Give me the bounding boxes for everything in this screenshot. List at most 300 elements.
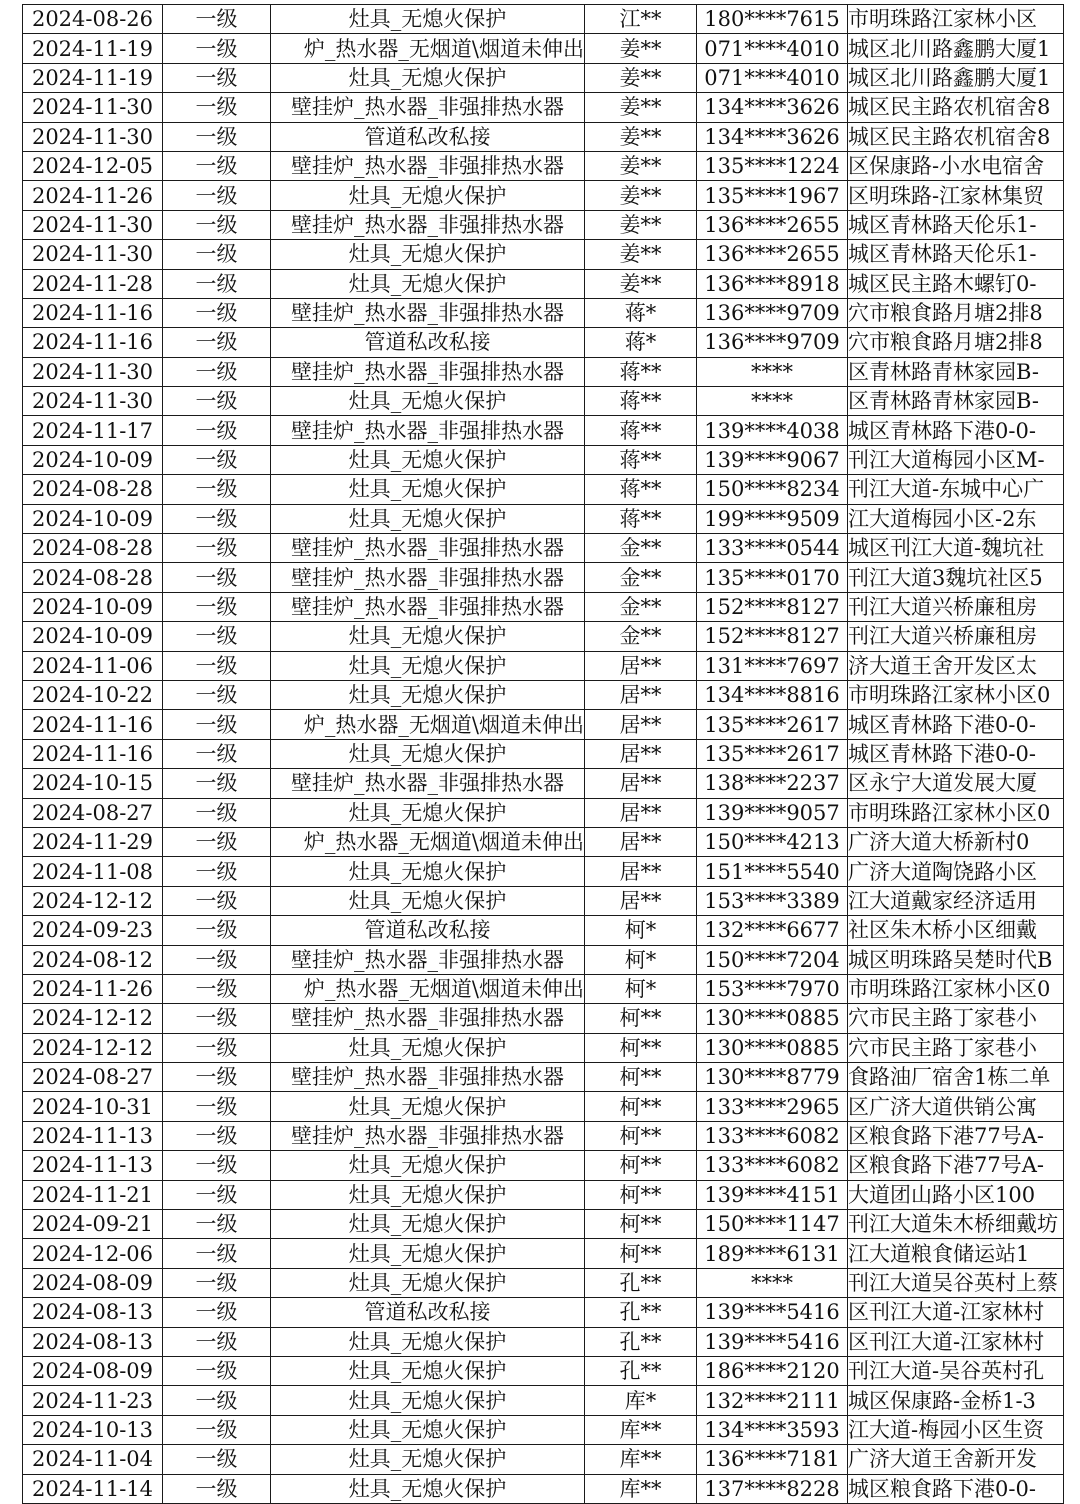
address-cell: 区保康路-小水电宿舍: [848, 151, 1064, 180]
table-row: [23, 1180, 1064, 1209]
hazard-cell: 壁挂炉_热水器_非强排热水器: [271, 357, 585, 386]
phone-cell: 139****5416: [697, 1298, 848, 1327]
level-cell: 一级: [163, 1063, 271, 1092]
level-cell: 一级: [163, 710, 271, 739]
hazard-cell: 壁挂炉_热水器_非强排热水器: [271, 534, 585, 563]
name-cell: 姜**: [585, 93, 697, 122]
hazard-cell: 灶具_无熄火保护: [271, 269, 585, 298]
date-cell: 2024-11-17: [23, 416, 163, 445]
level-cell: 一级: [163, 592, 271, 621]
hazard-cell: 灶具_无熄火保护: [271, 1327, 585, 1356]
table-row: [23, 445, 1064, 474]
address-cell: 刊江大道-吴谷英村孔: [848, 1356, 1064, 1385]
phone-cell: 186****2120: [697, 1356, 848, 1385]
address-cell: 穴市民主路丁家巷小: [848, 1004, 1064, 1033]
address-cell: 穴市粮食路月塘2排8: [848, 298, 1064, 327]
name-cell: 居**: [585, 827, 697, 856]
name-cell: 蒋**: [585, 387, 697, 416]
table-row: [23, 122, 1064, 151]
date-cell: 2024-10-13: [23, 1415, 163, 1444]
address-cell: 城区民主路木螺钉0-: [848, 269, 1064, 298]
address-cell: 市明珠路江家林小区0: [848, 974, 1064, 1003]
address-cell: 城区粮食路下港0-0-: [848, 1474, 1064, 1503]
hazard-cell: 壁挂炉_热水器_非强排热水器: [271, 298, 585, 327]
table-row: [23, 827, 1064, 856]
table-row: [23, 1474, 1064, 1503]
phone-cell: 180****7615: [697, 5, 848, 34]
date-cell: 2024-11-30: [23, 210, 163, 239]
table-row: [23, 1445, 1064, 1474]
level-cell: 一级: [163, 416, 271, 445]
table-row: [23, 328, 1064, 357]
address-cell: 刊江大道3魏坑社区5: [848, 563, 1064, 592]
level-cell: 一级: [163, 622, 271, 651]
phone-cell: 135****2617: [697, 710, 848, 739]
address-cell: 江大道戴家经济适用: [848, 886, 1064, 915]
phone-cell: 134****3593: [697, 1415, 848, 1444]
date-cell: 2024-08-09: [23, 1268, 163, 1297]
table-row: [23, 1151, 1064, 1180]
level-cell: 一级: [163, 1239, 271, 1268]
name-cell: 蒋**: [585, 445, 697, 474]
name-cell: 柯**: [585, 1063, 697, 1092]
hazard-cell: 壁挂炉_热水器_非强排热水器: [271, 1063, 585, 1092]
level-cell: 一级: [163, 916, 271, 945]
date-cell: 2024-09-23: [23, 916, 163, 945]
date-cell: 2024-12-12: [23, 1033, 163, 1062]
date-cell: 2024-11-26: [23, 974, 163, 1003]
table-row: [23, 151, 1064, 180]
phone-cell: 150****1147: [697, 1210, 848, 1239]
hazard-cell: 管道私改私接: [271, 122, 585, 151]
table-row: [23, 739, 1064, 768]
name-cell: 姜**: [585, 240, 697, 269]
date-cell: 2024-08-28: [23, 563, 163, 592]
level-cell: 一级: [163, 475, 271, 504]
address-cell: 刊江大道兴桥廉租房: [848, 592, 1064, 621]
table-row: [23, 1121, 1064, 1150]
level-cell: 一级: [163, 445, 271, 474]
hazard-cell: 灶具_无熄火保护: [271, 445, 585, 474]
name-cell: 居**: [585, 857, 697, 886]
table-row: [23, 1004, 1064, 1033]
phone-cell: 071****4010: [697, 34, 848, 63]
hazard-cell: 灶具_无熄火保护: [271, 1415, 585, 1444]
phone-cell: ****: [697, 357, 848, 386]
address-cell: 区青林路青林家园B-: [848, 387, 1064, 416]
date-cell: 2024-08-13: [23, 1327, 163, 1356]
hazard-cell: 灶具_无熄火保护: [271, 1268, 585, 1297]
phone-cell: 152****8127: [697, 592, 848, 621]
date-cell: 2024-11-28: [23, 269, 163, 298]
name-cell: 柯**: [585, 1151, 697, 1180]
address-cell: 城区民主路农机宿舍8: [848, 93, 1064, 122]
level-cell: 一级: [163, 1415, 271, 1444]
phone-cell: 139****4151: [697, 1180, 848, 1209]
address-cell: 城区保康路-金桥1-3: [848, 1386, 1064, 1415]
phone-cell: 138****2237: [697, 769, 848, 798]
date-cell: 2024-11-13: [23, 1121, 163, 1150]
phone-cell: ****: [697, 1268, 848, 1297]
table-row: [23, 1268, 1064, 1297]
phone-cell: ****: [697, 387, 848, 416]
table-row: [23, 622, 1064, 651]
address-cell: 刊江大道梅园小区M-: [848, 445, 1064, 474]
name-cell: 孔**: [585, 1268, 697, 1297]
phone-cell: 136****7181: [697, 1445, 848, 1474]
name-cell: 蒋*: [585, 298, 697, 327]
table-row: [23, 680, 1064, 709]
level-cell: 一级: [163, 328, 271, 357]
table-row: [23, 240, 1064, 269]
phone-cell: 136****9709: [697, 298, 848, 327]
date-cell: 2024-08-12: [23, 945, 163, 974]
phone-cell: 132****6677: [697, 916, 848, 945]
phone-cell: 133****2965: [697, 1092, 848, 1121]
phone-cell: 136****8918: [697, 269, 848, 298]
level-cell: 一级: [163, 739, 271, 768]
name-cell: 居**: [585, 710, 697, 739]
address-cell: 城区青林路天伦乐1-: [848, 210, 1064, 239]
table-row: [23, 916, 1064, 945]
address-cell: 广济大道大桥新村0: [848, 827, 1064, 856]
table-row: [23, 34, 1064, 63]
address-cell: 刊江大道-东城中心广: [848, 475, 1064, 504]
level-cell: 一级: [163, 357, 271, 386]
address-cell: 穴市粮食路月塘2排8: [848, 328, 1064, 357]
address-cell: 城区青林路下港0-0-: [848, 739, 1064, 768]
name-cell: 江**: [585, 5, 697, 34]
level-cell: 一级: [163, 1298, 271, 1327]
address-cell: 城区北川路鑫鹏大厦1: [848, 34, 1064, 63]
hazard-cell: 灶具_无熄火保护: [271, 475, 585, 504]
date-cell: 2024-10-15: [23, 769, 163, 798]
name-cell: 孔**: [585, 1327, 697, 1356]
hazard-cell: 壁挂炉_热水器_非强排热水器: [271, 151, 585, 180]
phone-cell: 136****2655: [697, 240, 848, 269]
name-cell: 居**: [585, 680, 697, 709]
level-cell: 一级: [163, 827, 271, 856]
date-cell: 2024-11-16: [23, 328, 163, 357]
date-cell: 2024-11-19: [23, 34, 163, 63]
table-row: [23, 1298, 1064, 1327]
name-cell: 居**: [585, 886, 697, 915]
level-cell: 一级: [163, 240, 271, 269]
hazard-cell: 灶具_无熄火保护: [271, 5, 585, 34]
name-cell: 金**: [585, 563, 697, 592]
level-cell: 一级: [163, 1004, 271, 1033]
phone-cell: 135****2617: [697, 739, 848, 768]
date-cell: 2024-11-30: [23, 240, 163, 269]
table-row: [23, 93, 1064, 122]
hazard-cell: 炉_热水器_无烟道\烟道未伸出: [271, 34, 585, 63]
table-row: [23, 945, 1064, 974]
phone-cell: 199****9509: [697, 504, 848, 533]
hazard-cell: 灶具_无熄火保护: [271, 63, 585, 92]
records-table: [22, 4, 1064, 1504]
phone-cell: 152****8127: [697, 622, 848, 651]
hazard-cell: 灶具_无熄火保护: [271, 1180, 585, 1209]
name-cell: 姜**: [585, 34, 697, 63]
table-row: [23, 1092, 1064, 1121]
level-cell: 一级: [163, 651, 271, 680]
name-cell: 金**: [585, 622, 697, 651]
table-row: [23, 769, 1064, 798]
phone-cell: 133****6082: [697, 1151, 848, 1180]
hazard-cell: 壁挂炉_热水器_非强排热水器: [271, 1121, 585, 1150]
name-cell: 金**: [585, 592, 697, 621]
date-cell: 2024-09-21: [23, 1210, 163, 1239]
date-cell: 2024-08-26: [23, 5, 163, 34]
table-row: [23, 534, 1064, 563]
hazard-cell: 壁挂炉_热水器_非强排热水器: [271, 210, 585, 239]
hazard-cell: 壁挂炉_热水器_非强排热水器: [271, 416, 585, 445]
phone-cell: 189****6131: [697, 1239, 848, 1268]
level-cell: 一级: [163, 1210, 271, 1239]
name-cell: 库**: [585, 1445, 697, 1474]
phone-cell: 071****4010: [697, 63, 848, 92]
date-cell: 2024-08-27: [23, 1063, 163, 1092]
date-cell: 2024-11-29: [23, 827, 163, 856]
name-cell: 柯**: [585, 1121, 697, 1150]
name-cell: 姜**: [585, 269, 697, 298]
table-row: [23, 416, 1064, 445]
table-row: [23, 1386, 1064, 1415]
hazard-cell: 灶具_无熄火保护: [271, 798, 585, 827]
address-cell: 城区明珠路吴楚时代B: [848, 945, 1064, 974]
name-cell: 蒋**: [585, 357, 697, 386]
table-row: [23, 63, 1064, 92]
hazard-cell: 灶具_无熄火保护: [271, 680, 585, 709]
address-cell: 城区北川路鑫鹏大厦1: [848, 63, 1064, 92]
level-cell: 一级: [163, 1180, 271, 1209]
name-cell: 居**: [585, 769, 697, 798]
hazard-cell: 灶具_无熄火保护: [271, 1239, 585, 1268]
address-cell: 城区青林路下港0-0-: [848, 710, 1064, 739]
table-row: [23, 710, 1064, 739]
table-row: [23, 1239, 1064, 1268]
date-cell: 2024-10-22: [23, 680, 163, 709]
name-cell: 柯**: [585, 1004, 697, 1033]
name-cell: 姜**: [585, 63, 697, 92]
level-cell: 一级: [163, 798, 271, 827]
address-cell: 市明珠路江家林小区0: [848, 680, 1064, 709]
name-cell: 姜**: [585, 210, 697, 239]
hazard-cell: 壁挂炉_热水器_非强排热水器: [271, 563, 585, 592]
level-cell: 一级: [163, 34, 271, 63]
name-cell: 孔**: [585, 1298, 697, 1327]
address-cell: 区广济大道供销公寓: [848, 1092, 1064, 1121]
phone-cell: 150****8234: [697, 475, 848, 504]
phone-cell: 139****5416: [697, 1327, 848, 1356]
level-cell: 一级: [163, 974, 271, 1003]
date-cell: 2024-11-16: [23, 298, 163, 327]
name-cell: 蒋**: [585, 475, 697, 504]
name-cell: 姜**: [585, 181, 697, 210]
hazard-cell: 壁挂炉_热水器_非强排热水器: [271, 93, 585, 122]
level-cell: 一级: [163, 857, 271, 886]
name-cell: 蒋**: [585, 504, 697, 533]
name-cell: 柯*: [585, 945, 697, 974]
address-cell: 穴市民主路丁家巷小: [848, 1033, 1064, 1062]
level-cell: 一级: [163, 210, 271, 239]
address-cell: 江大道粮食储运站1: [848, 1239, 1064, 1268]
hazard-cell: 灶具_无熄火保护: [271, 181, 585, 210]
level-cell: 一级: [163, 93, 271, 122]
phone-cell: 150****7204: [697, 945, 848, 974]
hazard-cell: 壁挂炉_热水器_非强排热水器: [271, 769, 585, 798]
date-cell: 2024-10-09: [23, 622, 163, 651]
date-cell: 2024-08-09: [23, 1356, 163, 1385]
name-cell: 库**: [585, 1415, 697, 1444]
phone-cell: 134****3626: [697, 122, 848, 151]
name-cell: 姜**: [585, 122, 697, 151]
level-cell: 一级: [163, 63, 271, 92]
hazard-cell: 壁挂炉_热水器_非强排热水器: [271, 592, 585, 621]
table-row: [23, 857, 1064, 886]
address-cell: 区粮食路下港77号A-: [848, 1151, 1064, 1180]
level-cell: 一级: [163, 1474, 271, 1503]
hazard-cell: 灶具_无熄火保护: [271, 1445, 585, 1474]
phone-cell: 151****5540: [697, 857, 848, 886]
address-cell: 食路油厂宿舍1栋二单: [848, 1063, 1064, 1092]
level-cell: 一级: [163, 1033, 271, 1062]
level-cell: 一级: [163, 534, 271, 563]
table-row: [23, 651, 1064, 680]
name-cell: 蒋**: [585, 416, 697, 445]
address-cell: 城区青林路天伦乐1-: [848, 240, 1064, 269]
phone-cell: 133****0544: [697, 534, 848, 563]
date-cell: 2024-10-31: [23, 1092, 163, 1121]
table-row: [23, 592, 1064, 621]
level-cell: 一级: [163, 1121, 271, 1150]
table-row: [23, 181, 1064, 210]
level-cell: 一级: [163, 1151, 271, 1180]
table-row: [23, 1327, 1064, 1356]
phone-cell: 153****3389: [697, 886, 848, 915]
level-cell: 一级: [163, 769, 271, 798]
level-cell: 一级: [163, 269, 271, 298]
level-cell: 一级: [163, 945, 271, 974]
date-cell: 2024-10-09: [23, 592, 163, 621]
name-cell: 蒋*: [585, 328, 697, 357]
name-cell: 柯*: [585, 916, 697, 945]
table-row: [23, 974, 1064, 1003]
phone-cell: 134****3626: [697, 93, 848, 122]
phone-cell: 134****8816: [697, 680, 848, 709]
phone-cell: 133****6082: [697, 1121, 848, 1150]
hazard-cell: 灶具_无熄火保护: [271, 651, 585, 680]
phone-cell: 139****4038: [697, 416, 848, 445]
level-cell: 一级: [163, 151, 271, 180]
date-cell: 2024-11-30: [23, 122, 163, 151]
table-row: [23, 269, 1064, 298]
phone-cell: 130****0885: [697, 1004, 848, 1033]
phone-cell: 136****2655: [697, 210, 848, 239]
name-cell: 居**: [585, 798, 697, 827]
hazard-cell: 灶具_无熄火保护: [271, 1092, 585, 1121]
level-cell: 一级: [163, 504, 271, 533]
date-cell: 2024-12-06: [23, 1239, 163, 1268]
address-cell: 市明珠路江家林小区: [848, 5, 1064, 34]
hazard-cell: 灶具_无熄火保护: [271, 1033, 585, 1062]
table-row: [23, 563, 1064, 592]
name-cell: 柯**: [585, 1033, 697, 1062]
address-cell: 广济大道王舍新开发: [848, 1445, 1064, 1474]
hazard-cell: 炉_热水器_无烟道\烟道未伸出: [271, 974, 585, 1003]
date-cell: 2024-11-16: [23, 739, 163, 768]
level-cell: 一级: [163, 886, 271, 915]
name-cell: 金**: [585, 534, 697, 563]
hazard-cell: 管道私改私接: [271, 1298, 585, 1327]
hazard-cell: 灶具_无熄火保护: [271, 240, 585, 269]
date-cell: 2024-12-12: [23, 1004, 163, 1033]
address-cell: 区明珠路-江家林集贸: [848, 181, 1064, 210]
hazard-cell: 灶具_无熄火保护: [271, 1356, 585, 1385]
level-cell: 一级: [163, 298, 271, 327]
address-cell: 济大道王舍开发区太: [848, 651, 1064, 680]
level-cell: 一级: [163, 680, 271, 709]
level-cell: 一级: [163, 1327, 271, 1356]
level-cell: 一级: [163, 1356, 271, 1385]
name-cell: 柯**: [585, 1092, 697, 1121]
phone-cell: 131****7697: [697, 651, 848, 680]
address-cell: 区粮食路下港77号A-: [848, 1121, 1064, 1150]
address-cell: 江大道梅园小区-2东: [848, 504, 1064, 533]
records-body: [23, 5, 1064, 1504]
hazard-cell: 灶具_无熄火保护: [271, 1386, 585, 1415]
address-cell: 社区朱木桥小区细戴: [848, 916, 1064, 945]
table-row: [23, 504, 1064, 533]
address-cell: 市明珠路江家林小区0: [848, 798, 1064, 827]
phone-cell: 135****1224: [697, 151, 848, 180]
hazard-cell: 炉_热水器_无烟道\烟道未伸出: [271, 710, 585, 739]
hazard-cell: 炉_热水器_无烟道\烟道未伸出: [271, 827, 585, 856]
date-cell: 2024-11-08: [23, 857, 163, 886]
level-cell: 一级: [163, 122, 271, 151]
hazard-cell: 灶具_无熄火保护: [271, 622, 585, 651]
phone-cell: 150****4213: [697, 827, 848, 856]
level-cell: 一级: [163, 387, 271, 416]
address-cell: 区青林路青林家园B-: [848, 357, 1064, 386]
date-cell: 2024-12-12: [23, 886, 163, 915]
name-cell: 库*: [585, 1386, 697, 1415]
name-cell: 库**: [585, 1474, 697, 1503]
address-cell: 广济大道陶饶路小区: [848, 857, 1064, 886]
table-row: [23, 5, 1064, 34]
table-row: [23, 387, 1064, 416]
date-cell: 2024-08-13: [23, 1298, 163, 1327]
date-cell: 2024-11-06: [23, 651, 163, 680]
phone-cell: 130****8779: [697, 1063, 848, 1092]
phone-cell: 135****1967: [697, 181, 848, 210]
date-cell: 2024-10-09: [23, 504, 163, 533]
address-cell: 刊江大道朱木桥细戴坊: [848, 1210, 1064, 1239]
hazard-cell: 灶具_无熄火保护: [271, 387, 585, 416]
phone-cell: 153****7970: [697, 974, 848, 1003]
date-cell: 2024-08-28: [23, 475, 163, 504]
date-cell: 2024-12-05: [23, 151, 163, 180]
name-cell: 居**: [585, 651, 697, 680]
level-cell: 一级: [163, 1386, 271, 1415]
address-cell: 刊江大道兴桥廉租房: [848, 622, 1064, 651]
hazard-cell: 灶具_无熄火保护: [271, 1210, 585, 1239]
date-cell: 2024-11-04: [23, 1445, 163, 1474]
date-cell: 2024-08-27: [23, 798, 163, 827]
level-cell: 一级: [163, 1268, 271, 1297]
table-row: [23, 475, 1064, 504]
address-cell: 区永宁大道发展大厦: [848, 769, 1064, 798]
